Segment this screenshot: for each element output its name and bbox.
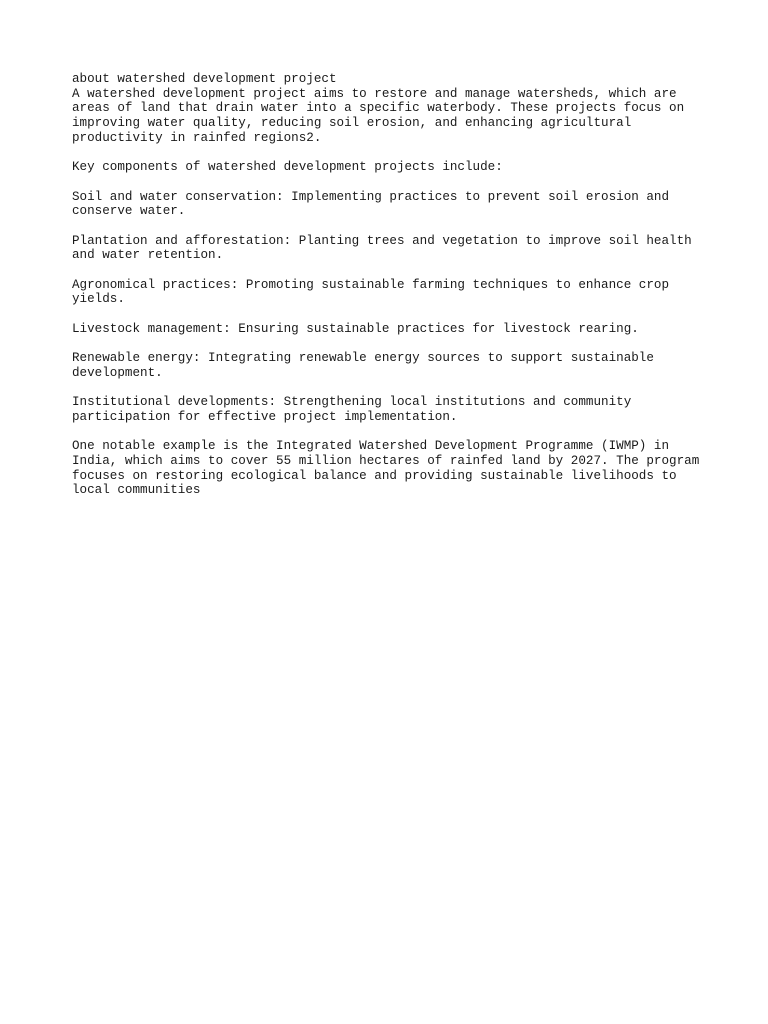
example-line: One notable example is the Integrated Watershed Development Programme (IWMP) in bbox=[72, 439, 670, 454]
component-plantation bbox=[72, 234, 712, 263]
document-heading: about watershed development project bbox=[72, 72, 337, 86]
intro-line: productivity in rainfed regions2. bbox=[72, 130, 322, 145]
component-line: participation for effective project implementation. bbox=[72, 409, 458, 424]
component-line: and water retention. bbox=[72, 248, 224, 263]
component-livestock bbox=[72, 322, 712, 337]
paragraph-gap bbox=[72, 263, 712, 278]
paragraph-gap bbox=[72, 336, 712, 351]
paragraph-gap bbox=[72, 219, 712, 234]
example-line: India, which aims to cover 55 million hectares of rainfed land by 2027. The program bbox=[72, 453, 700, 468]
component-line: Renewable energy: Integrating renewable energy sources to support sustainable bbox=[72, 351, 654, 366]
component-line: Plantation and afforestation: Planting trees and vegetation to improve soil health bbox=[72, 233, 692, 248]
paragraph-gap bbox=[72, 175, 712, 190]
component-renewable-energy bbox=[72, 351, 712, 380]
component-line: Institutional developments: Strengthening local institutions and community bbox=[72, 395, 632, 410]
example-line: focuses on restoring ecological balance and providing sustainable livelihoods to bbox=[72, 468, 677, 483]
paragraph-gap bbox=[72, 380, 712, 395]
component-line: Agronomical practices: Promoting sustainable farming techniques to enhance crop bbox=[72, 277, 670, 292]
document-body bbox=[72, 72, 712, 498]
intro-line: A watershed development project aims to restore and manage watersheds, which are bbox=[72, 86, 677, 101]
key-components-intro: Key components of watershed development projects include: bbox=[72, 160, 503, 175]
component-institutional bbox=[72, 395, 712, 424]
example-paragraph bbox=[72, 439, 712, 498]
component-agronomical bbox=[72, 278, 712, 307]
component-line: conserve water. bbox=[72, 204, 186, 219]
component-soil-water bbox=[72, 190, 712, 219]
paragraph-gap bbox=[72, 425, 712, 440]
component-line: Livestock management: Ensuring sustainable practices for livestock rearing. bbox=[72, 321, 639, 336]
component-line: development. bbox=[72, 365, 163, 380]
example-line: local communities bbox=[72, 483, 201, 498]
paragraph-gap bbox=[72, 145, 712, 160]
component-line: yields. bbox=[72, 292, 125, 307]
intro-line: areas of land that drain water into a specific waterbody. These projects focus on bbox=[72, 101, 685, 116]
component-line: Soil and water conservation: Implementing practices to prevent soil erosion and bbox=[72, 189, 670, 204]
paragraph-gap bbox=[72, 307, 712, 322]
intro-line: improving water quality, reducing soil erosion, and enhancing agricultural bbox=[72, 116, 632, 131]
